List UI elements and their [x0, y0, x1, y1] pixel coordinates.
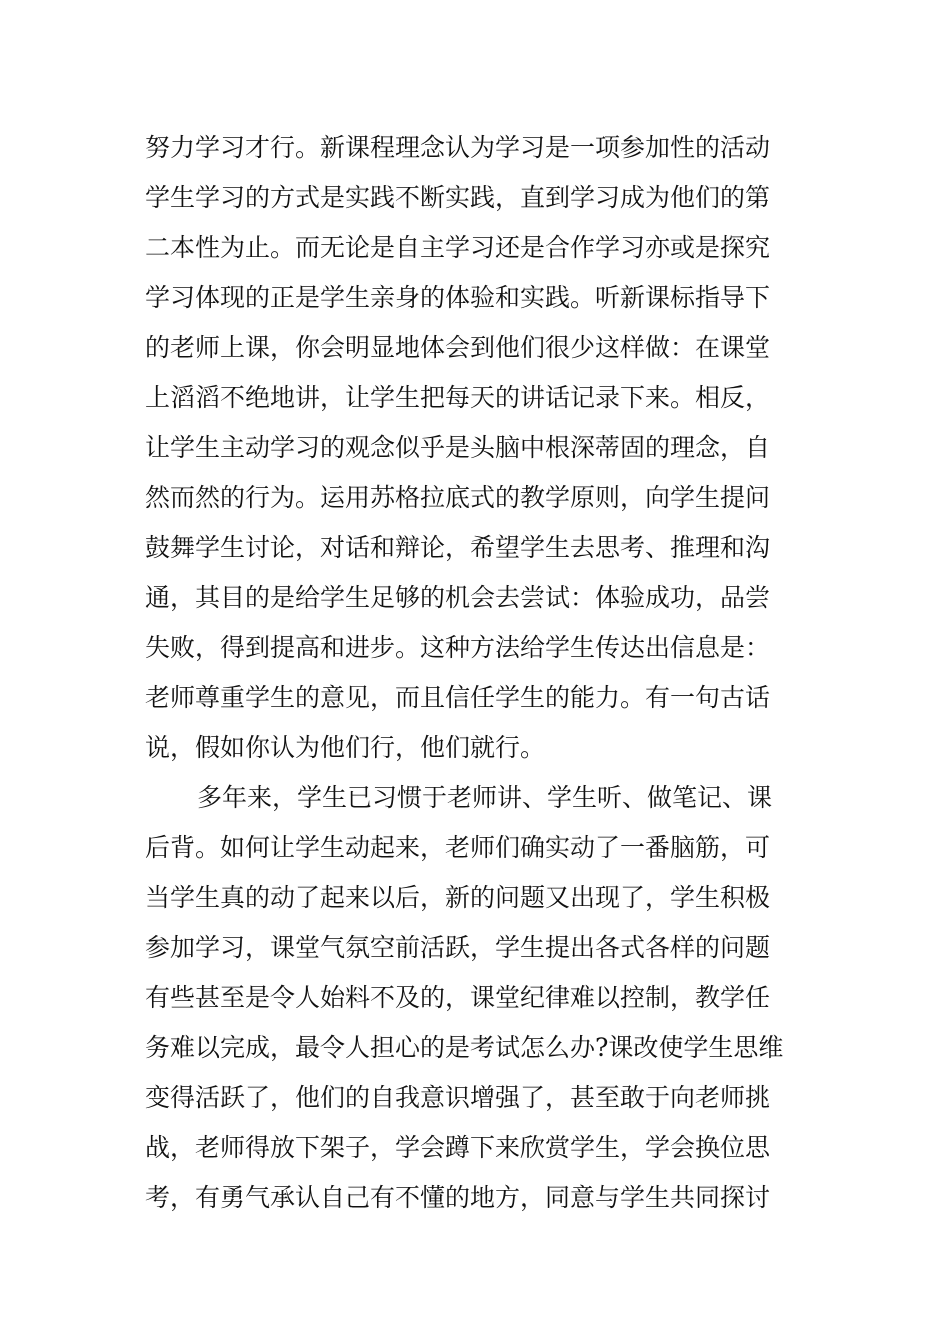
text-line: 鼓舞学生讨论，对话和辩论，希望学生去思考、推理和沟: [145, 533, 771, 562]
text-line: 变得活跃了，他们的自我意识增强了，甚至敢于向老师挑: [145, 1083, 771, 1112]
paragraph-start-line: 多年来，学生已习惯于老师讲、学生听、做笔记、课: [197, 783, 773, 812]
text-line: 努力学习才行。新课程理念认为学习是一项参加性的活动: [145, 133, 771, 162]
body-text: [145, 123, 810, 1223]
text-line: 战，老师得放下架子，学会蹲下来欣赏学生，学会换位思: [145, 1133, 771, 1162]
text-line: 考，有勇气承认自己有不懂的地方，同意与学生共同探讨: [145, 1183, 771, 1212]
text-line: 二本性为止。而无论是自主学习还是合作学习亦或是探究: [145, 233, 771, 262]
text-line: 失败，得到提高和进步。这种方法给学生传达出信息是：: [145, 633, 771, 662]
text-line: 让学生主动学习的观念似乎是头脑中根深蒂固的理念，自: [145, 433, 771, 462]
text-line: 当学生真的动了起来以后，新的问题又出现了，学生积极: [145, 883, 771, 912]
text-line: 后背。如何让学生动起来，老师们确实动了一番脑筋，可: [145, 833, 771, 862]
text-line: 学生学习的方式是实践不断实践，直到学习成为他们的第: [145, 183, 771, 212]
text-line: 的老师上课，你会明显地体会到他们很少这样做：在课堂: [145, 333, 771, 362]
text-line: 务难以完成，最令人担心的是考试怎么办?课改使学生思维: [145, 1033, 784, 1062]
text-line: 参加学习，课堂气氛空前活跃，学生提出各式各样的问题: [145, 933, 771, 962]
text-line: 学习体现的正是学生亲身的体验和实践。听新课标指导下: [145, 283, 771, 312]
text-line: 然而然的行为。运用苏格拉底式的教学原则，向学生提问: [145, 483, 771, 512]
text-line: 通，其目的是给学生足够的机会去尝试：体验成功，品尝: [145, 583, 771, 612]
text-line: 说，假如你认为他们行，他们就行。: [145, 733, 546, 762]
text-line: 有些甚至是令人始料不及的，课堂纪律难以控制，教学任: [145, 983, 771, 1012]
text-line: 老师尊重学生的意见，而且信任学生的能力。有一句古话: [145, 683, 771, 712]
text-line: 上滔滔不绝地讲，让学生把每天的讲话记录下来。相反，: [145, 383, 771, 412]
